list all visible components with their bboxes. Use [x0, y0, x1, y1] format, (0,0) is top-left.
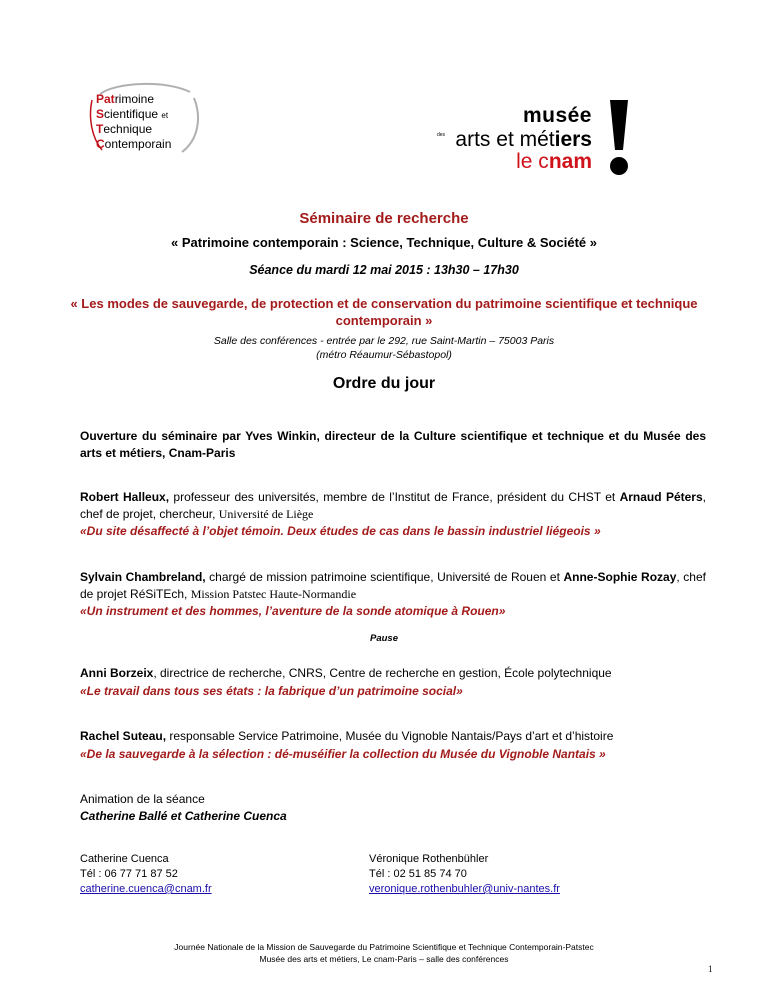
talk-4-speaker: Rachel Suteau, [80, 729, 167, 743]
session-date: Séance du mardi 12 mai 2015 : 13h30 – 17h30 [249, 263, 519, 277]
footer-line-2: Musée des arts et métiers, Le cnam-Paris – salle des conférences [259, 954, 509, 964]
animation-names: Catherine Ballé et Catherine Cuenca [80, 809, 287, 823]
logo-word-arts-et-metiers: arts et métiers [455, 128, 592, 151]
venue-address: Salle des conférences - entrée par le 292, rue Saint-Martin – 75003 Paris [213, 335, 555, 347]
seminar-subtitle: « Patrimoine contemporain : Science, Technique, Culture & Société » [171, 235, 597, 250]
page-number: 1 [708, 964, 713, 974]
talk-2-speaker-1-role: chargé de mission patrimoine scientifique, Université de Rouen et [205, 570, 564, 584]
talk-2-title: «Un instrument et des hommes, l’aventure de la sonde atomique à Rouen» [80, 604, 506, 618]
pstc-line-contemporain: Contemporain [96, 137, 172, 151]
talk-3-speaker-role: , directrice de recherche, CNRS, Centre de recherche en gestion, École polytechnique [153, 666, 612, 680]
pstc-line-patrimoine: Patrimoine [96, 92, 155, 106]
contact-1-name: Catherine Cuenca [80, 853, 169, 865]
agenda-heading: Ordre du jour [332, 375, 436, 392]
talk-1-speaker-1-role: professeur des universités, membre de l’Institut de France, président du CHST et [169, 490, 620, 504]
contact-card-2 [369, 852, 560, 897]
pstc-line-scientifique: Scientifique et [96, 107, 169, 121]
talk-2-speakers [80, 569, 706, 603]
contact-2-phone: Tél : 02 51 85 74 70 [369, 868, 467, 880]
footer-line-1: Journée Nationale de la Mission de Sauvegarde du Patrimoine Scientifique et Technique Contemporain-Patstec [174, 942, 594, 952]
seminar-title: Séminaire de recherche [299, 210, 469, 227]
exclamation-icon [602, 98, 636, 178]
talk-1-speaker-2-role: , chef de projet, chercheur, [80, 490, 706, 521]
logo-word-musee: musée [522, 104, 592, 127]
contact-1-email-link[interactable]: catherine.cuenca@cnam.fr [80, 883, 212, 895]
talk-2-speaker-1: Sylvain Chambreland, [80, 570, 206, 584]
talk-1-speakers [80, 489, 706, 523]
contact-2-email-link[interactable]: veronique.rothenbuhler@univ-nantes.fr [369, 883, 560, 895]
talk-2-speaker-2: Anne-Sophie Rozay [563, 570, 677, 584]
contact-1-phone: Tél : 06 77 71 87 52 [80, 868, 178, 880]
talk-1-speaker-2: Arnaud Péters [619, 490, 703, 504]
contact-2-name: Véronique Rothenbühler [369, 853, 489, 865]
talk-2-speaker-2-role: , chef de projet RéSiTEch, [80, 570, 706, 601]
animation-label: Animation de la séance [80, 792, 205, 806]
talk-3-speaker: Anni Borzeix [80, 666, 154, 680]
page-footer [0, 941, 768, 965]
logo-word-le-cnam: le cnam [516, 150, 592, 173]
contact-card-1 [80, 852, 212, 897]
pause-label: Pause [370, 633, 398, 644]
talk-2-speaker-2-institution: Mission Patstec Haute-Normandie [190, 587, 357, 601]
talk-1-title: «Du site désaffecté à l’objet témoin. Deux études de cas dans le bassin industriel liégeois » [80, 524, 601, 538]
talk-4-title: «De la sauvegarde à la sélection : dé-muséifier la collection du Musée du Vignoble Nantais » [80, 747, 606, 761]
opening-remarks: Ouverture du séminaire par Yves Winkin, directeur de la Culture scientifique et technique et du Musée des arts et métiers, Cnam-Paris [80, 429, 706, 460]
session-theme: « Les modes de sauvegarde, de protection et de conservation du patrimoine scientifique et technique contemporain » [70, 296, 698, 328]
talk-4-speaker-role: responsable Service Patrimoine, Musée du Vignoble Nantais/Pays d’art et d’histoire [166, 729, 614, 743]
talk-4-speaker-line [80, 728, 706, 745]
talk-3-speaker-line [80, 665, 706, 682]
logo-word-des: des [437, 132, 446, 138]
venue-metro: (métro Réaumur-Sébastopol) [316, 349, 452, 361]
venue [0, 334, 768, 362]
talk-1-speaker-1: Robert Halleux, [80, 490, 170, 504]
talk-3-title: «Le travail dans tous ses états : la fabrique d’un patrimoine social» [80, 684, 463, 698]
musee-arts-metiers-logo [430, 98, 640, 178]
pstc-line-technique: Technique [96, 122, 153, 136]
pstc-logo [86, 78, 206, 158]
talk-1-speaker-2-institution: Université de Liège [218, 507, 314, 521]
